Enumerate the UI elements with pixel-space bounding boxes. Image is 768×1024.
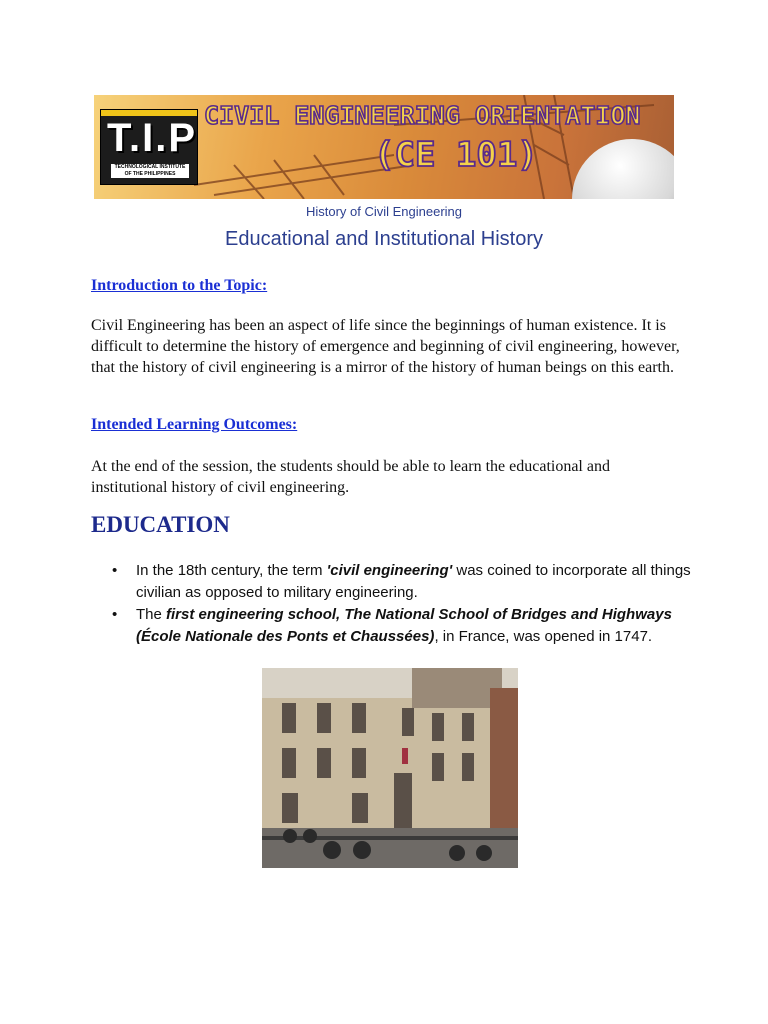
tip-logo [100, 109, 198, 185]
intro-section-title[interactable]: Introduction to the Topic: [91, 277, 268, 294]
outcomes-section-title[interactable]: Intended Learning Outcomes: [91, 416, 298, 433]
building-illustration [262, 668, 518, 868]
list-item [112, 560, 692, 604]
list-item [112, 604, 692, 648]
intro-paragraph: Civil Engineering has been an aspect of life since the beginnings of human existence. It is difficult to determine the history of emergence and beginning of civil engineering, however, that the history of civil engineering is a mirror of the history of human beings on this earth. [91, 317, 680, 376]
bullet-text: The [136, 606, 167, 623]
education-bullet-list [112, 560, 692, 648]
outcomes-paragraph: At the end of the session, the students should be able to learn the educational and institutional history of civil engineering. [91, 458, 610, 496]
logo-letters: T.I.P [107, 116, 198, 160]
bullet-text: , in France, was opened in 1747. [434, 628, 653, 645]
education-heading: EDUCATION [91, 512, 230, 537]
banner-course-code: (CE 101) [374, 135, 538, 175]
bullet-text: In the 18th century, the term [136, 562, 327, 579]
document-title: Educational and Institutional History [225, 228, 543, 250]
bullet-icon: • [112, 606, 118, 623]
school-building-photo [262, 668, 518, 868]
banner-title: CIVIL ENGINEERING ORIENTATION [204, 101, 641, 130]
bullet-icon: • [112, 562, 118, 579]
course-banner [94, 95, 674, 199]
bullet-emphasis: first engineering school, The National School of Bridges and Highways (École Nationale des Ponts et Chaussées) [136, 606, 672, 645]
document-subheading: History of Civil Engineering [305, 204, 463, 219]
bullet-text: was coined to incorporate all things civilian as opposed to military engineering. [136, 562, 691, 601]
bullet-emphasis: 'civil engineering' [326, 562, 453, 579]
logo-institute-name: TECHNOLOGICAL INSTITUTE OF THE PHILIPPINES [111, 164, 189, 178]
